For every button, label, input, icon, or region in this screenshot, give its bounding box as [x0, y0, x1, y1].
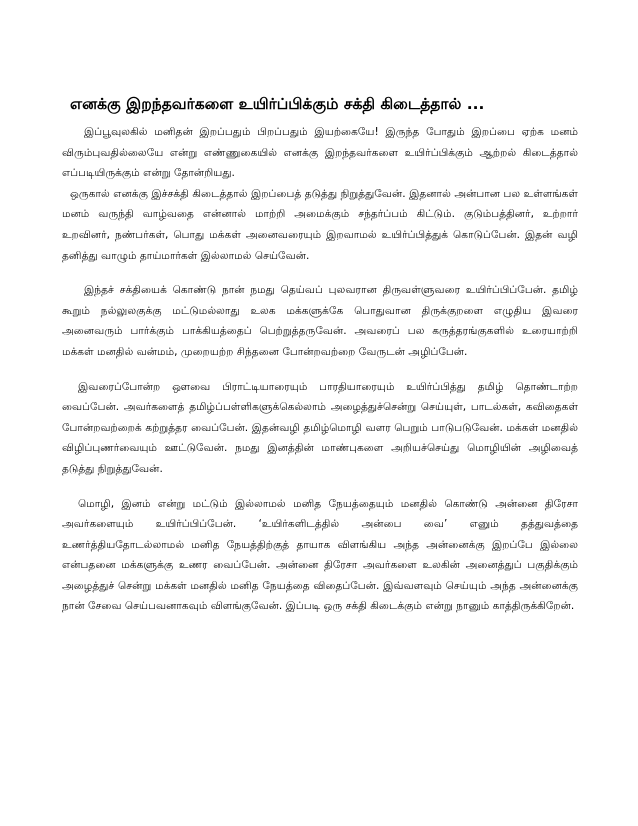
essay-paragraph-2: ஒருகால் எனக்கு இச்சக்தி கிடைத்தால் இறப்பைத் தடுத்து நிறுத்துவேன். இதனால் அன்பான பல உள்ளங்கள் மனம் வருந்தி வாழ்வதை என்னால் மாற்றி அமைக்கும் சந்தர்ப்பம் கிட்டும். குடும்பத்தினர், உற்றார் உறவினர், நண்பர்கள், பொது மக்கள் அனைவரையும் இறவாமல் உயிர்ப்பித்துக் கொடுப்பேன். இதன் வழி தனித்து வாழும் தாய்மார்கள் இல்லாமல் செய்வேன்.: [62, 187, 578, 262]
essay-paragraph-5: மொழி, இனம் என்று மட்டும் இல்லாமல் மனித நேயத்தையும் மனதில் கொண்டு அன்னை திரேசா அவர்களையும் உயிர்ப்பிப்பேன். ‘உயிர்களிடத்தில் அன்பை வை’ எனும் தத்துவத்தை உணர்த்தியதோடல்லாமல் மனித நேயத்திற்குத் தாயாக விளங்கிய அந்த அன்னைக்கு இறப்பே இல்லை என்பதனை மக்களுக்கு உணர வைப்பேன். அன்னை திரேசா அவர்களை உலகின் அனைத்துப் பகுதிக்கும் அழைத்துச் சென்று மக்கள் மனதில் மனித நேயத்தை விதைப்பேன். இவ்வளவும் செய்யும் அந்த அன்னைக்கு நான் சேவை செய்பவனாகவும் விளங்குவேன். இப்படி ஒரு சக்தி கிடைக்கும் என்று நானும் காத்திருக்கிறேன்.: [62, 497, 578, 613]
essay-paragraph-3: இந்தச் சக்தியைக் கொண்டு நான் நமது தெய்வப் புலவரான திருவள்ளுவரை உயிர்ப்பிப்பேன். தமிழ் கூறும் நல்லுலகுக்கு மட்டுமல்லாது உலக மக்களுக்கே பொதுவான திருக்குறளை எழுதிய இவரை அனைவரும் பார்க்கும் பாக்கியத்தைப் பெற்றுத்தருவேன். அவரைப் பல கருத்தரங்குகளில் உரையாற்றி மக்கள் மனதில் வன்மம், முறையற்ற சிந்தனை போன்றவற்றை வேருடன் அழிப்பேன்.: [62, 284, 578, 358]
essay-title: எனக்கு இறந்தவர்களை உயிர்ப்பிக்கும் சக்தி கிடைத்தால் ...: [70, 95, 485, 113]
essay-paragraph-4: இவரைப்போன்ற ஔவை பிராட்டியாரையும் பாரதியாரையும் உயிர்ப்பித்து தமிழ் தொண்டாற்ற வைப்பேன். அவர்களைத் தமிழ்ப்பள்ளிகளுக்கெல்லாம் அழைத்துச்சென்று செய்யுள், பாடல்கள், கவிதைகள் போன்றவற்றைக் கற்றுத்தர வைப்பேன். இதன்வழி தமிழ்மொழி வளர பெறும் பாடுபடுவேன். மக்கள் மனதில் விழிப்புணர்வையும் ஊட்டுவேன். நமது இனத்தின் மாண்புகளை அறியச்செய்து மொழியின் அழிவைத் தடுத்து நிறுத்துவேன்.: [62, 380, 578, 475]
essay-page: [62, 92, 578, 617]
essay-paragraph-1: இப்பூவுலகில் மனிதன் இறப்பதும் பிறப்பதும் இயற்கையே! இருந்த போதும் இறப்பை ஏற்க மனம் விரும்புவதில்லையே என்று எண்ணுகையில் எனக்கு இறந்தவர்களை உயிர்ப்பிக்கும் ஆற்றல் கிடைத்தால் எப்படியிருக்கும் என்று தோன்றியது.: [62, 126, 578, 180]
